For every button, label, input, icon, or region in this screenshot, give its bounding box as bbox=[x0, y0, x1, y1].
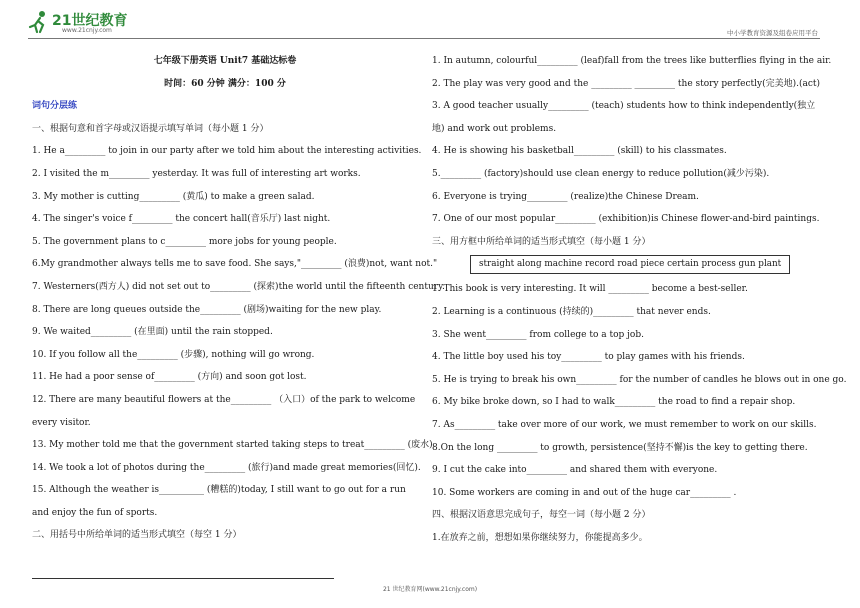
site-logo bbox=[28, 10, 148, 36]
question-item: 1.在放弃之前，想想如果你继续努力，你能提高多少。 bbox=[432, 532, 648, 543]
page-header bbox=[0, 0, 860, 40]
question-item: 11. He had a poor sense of_________ (方向) and soon got lost. bbox=[32, 372, 307, 383]
part3-heading: 三、用方框中所给单词的适当形式填空（每小题 1 分） bbox=[432, 236, 651, 247]
question-item: 6. My bike broke down, so I had to walk_________ the road to find a repair shop. bbox=[432, 397, 796, 408]
question-item: 6. Everyone is trying_________ (realize)the Chinese Dream. bbox=[432, 191, 699, 202]
question-item: 8.On the long _________ to growth, persistence(坚持不懈)is the key to getting there. bbox=[432, 442, 808, 453]
question-item: 4. The little boy used his toy_________ to play games with his friends. bbox=[432, 352, 745, 363]
page-footer: 21 世纪教育网(www.21cnjy.com) bbox=[382, 586, 478, 593]
right-column bbox=[432, 50, 847, 549]
question-item: 4. The singer's voice f_________ the concert hall(音乐厅) last night. bbox=[32, 214, 331, 225]
header-divider bbox=[28, 38, 820, 39]
question-item: 3. A good teacher usually_________ (teach) students how to think independently(独立地) and work out problems. bbox=[432, 101, 816, 134]
question-item: 13. My mother told me that the government started taking steps to treat_________ (废水). bbox=[32, 440, 436, 451]
question-item: 15. Although the weather is__________ (糟糕的)today, I still want to go out for a run and enjoy the fun of sports. bbox=[32, 485, 406, 518]
question-item: 6.My grandmother always tells me to save food. She says,"_________ (浪费)not, want not." bbox=[32, 259, 438, 270]
exam-info: 时间：60 分钟 满分：100 分 bbox=[164, 78, 286, 89]
question-item: 8. There are long queues outside the_________ (剧场)waiting for the new play. bbox=[32, 304, 382, 315]
question-item: 3. She went_________ from college to a top job. bbox=[432, 329, 644, 340]
question-item: 4. He is showing his basketball_________ (skill) to his classmates. bbox=[432, 146, 727, 157]
question-item: 2. I visited the m_________ yesterday. It was full of interesting art works. bbox=[32, 168, 361, 179]
question-item: 7. As_________ take over more of our work, we must remember to work on our skills. bbox=[432, 419, 817, 430]
question-item: 1. In autumn, colourful_________ (leaf)fall from the trees like butterflies flying in the air. bbox=[432, 56, 832, 66]
question-item: 12. There are many beautiful flowers at the_________ （入口）of the park to welcome every visitor. bbox=[32, 394, 416, 428]
question-item: 5. He is trying to break his own_________ for the number of candles he blows out in one go. bbox=[432, 374, 847, 385]
runner-logo-icon bbox=[28, 10, 50, 34]
question-item: 3. My mother is cutting_________ (黄瓜) to make a green salad. bbox=[32, 191, 315, 202]
part4-heading: 四、根据汉语意思完成句子，每空一词（每小题 2 分） bbox=[432, 510, 651, 521]
question-item: 2. The play was very good and the _________ _________ the story perfectly(完美地).(act) bbox=[432, 78, 821, 89]
footer-divider bbox=[32, 578, 334, 579]
question-item: 10. If you follow all the_________ (步骤), nothing will go wrong. bbox=[32, 349, 315, 360]
section-label: 词句分层练 bbox=[32, 101, 78, 112]
page-title: 七年级下册英语 Unit7 基础达标卷 bbox=[153, 56, 297, 66]
header-tagline: 中小学教育资源及组卷应用平台 bbox=[727, 29, 818, 37]
part1-heading: 一、根据句意和首字母或汉语提示填写单词（每小题 1 分） bbox=[32, 123, 269, 134]
question-item: 2. Learning is a continuous (持续的)_________ that never ends. bbox=[432, 306, 711, 317]
question-item: 1. He a_________ to join in our party after we told him about the interesting activities. bbox=[32, 146, 422, 157]
question-item: 7. Westerners(西方人) did not set out to_________ (探索)the world until the fifteenth century. bbox=[32, 281, 445, 292]
left-column bbox=[32, 50, 445, 547]
part2-heading: 二、用括号中所给单词的适当形式填空（每空 1 分） bbox=[32, 530, 242, 541]
question-item: 9. I cut the cake into_________ and shared them with everyone. bbox=[432, 465, 718, 476]
word-bank-box: straight along machine record road piece certain process gun plant bbox=[470, 255, 790, 274]
logo-url: www.21cnjy.com bbox=[62, 27, 112, 34]
question-item: 14. We took a lot of photos during the_________ (旅行)and made great memories(回忆). bbox=[32, 462, 421, 473]
question-item: 5. The government plans to c_________ more jobs for young people. bbox=[32, 236, 337, 247]
logo-title: 21世纪教育 bbox=[52, 13, 128, 29]
question-item: 1. This book is very interesting. It will _________ become a best-seller. bbox=[432, 284, 748, 295]
question-item: 9. We waited_________ (在里面) until the rain stopped. bbox=[32, 327, 273, 338]
question-item: 10. Some workers are coming in and out of the huge car_________ . bbox=[432, 487, 737, 498]
question-item: 5._________ (factory)should use clean energy to reduce pollution(减少污染). bbox=[432, 168, 770, 179]
question-item: 7. One of our most popular_________ (exhibition)is Chinese flower-and-bird paintings. bbox=[432, 214, 820, 225]
